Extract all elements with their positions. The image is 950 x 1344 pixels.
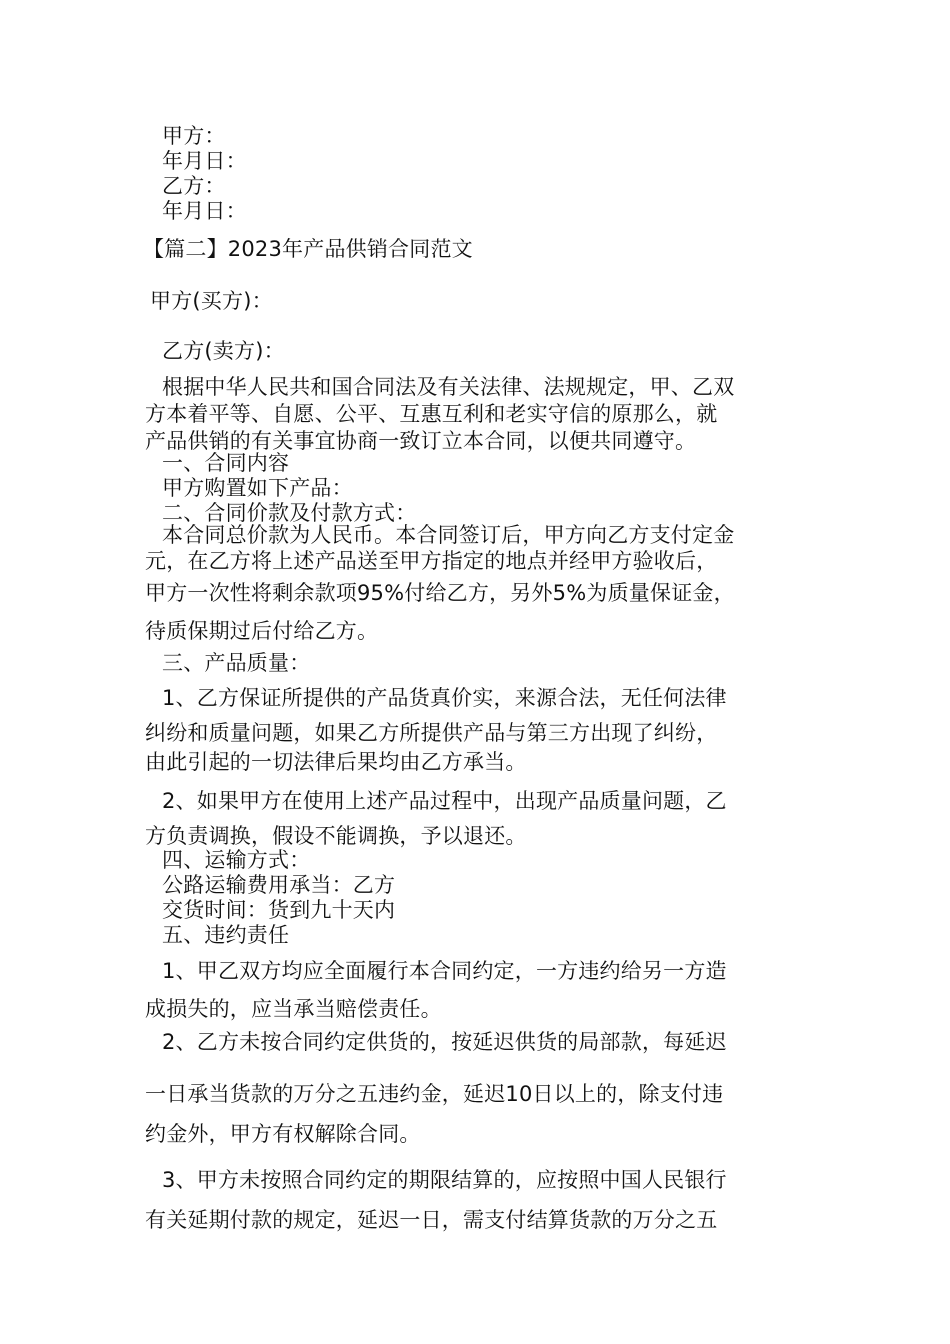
liability-line: 有关延期付款的规定，延迟一日，需支付结算货款的万分之五 (145, 1208, 718, 1232)
quality-line: 纠纷和质量问题，如果乙方所提供产品与第三方出现了纠纷， (145, 721, 718, 745)
payment-line: 元，在乙方将上述产品送至甲方指定的地点并经甲方验收后， (145, 549, 718, 573)
quality-paragraph-1 (145, 679, 810, 775)
payment-paragraph (145, 522, 810, 650)
sign-party-b: 乙方： (162, 174, 226, 198)
section-title: 【篇二】2023年产品供销合同范文 (143, 237, 473, 261)
liability-line: 成损失的，应当承当赔偿责任。 (145, 997, 442, 1021)
quality-line: 1、乙方保证所提供的产品货真价实，来源合法，无任何法律 (162, 686, 727, 710)
sign-party-a: 甲方： (162, 124, 226, 148)
intro-line: 根据中华人民共和国合同法及有关法律、法规规定，甲、乙双 (162, 375, 735, 399)
liability-line: 约金外，甲方有权解除合同。 (145, 1122, 421, 1146)
sign-date-a: 年月日： (162, 149, 247, 173)
purchase-text: 甲方购置如下产品： (162, 476, 353, 500)
heading-liability: 五、违约责任 (162, 923, 290, 947)
sign-date-b: 年月日： (162, 199, 247, 223)
heading-price-payment: 二、合同价款及付款方式： (162, 501, 417, 525)
heading-transport: 四、运输方式： (162, 848, 311, 872)
quality-line: 2、如果甲方在使用上述产品过程中，出现产品质量问题，乙 (162, 789, 727, 813)
transport-cost: 公路运输费用承当：乙方 (162, 873, 396, 897)
liability-line: 2、乙方未按合同约定供货的，按延迟供货的局部款，每延迟 (162, 1030, 727, 1054)
heading-quality: 三、产品质量： (162, 651, 311, 675)
intro-paragraph (145, 374, 810, 455)
delivery-time: 交货时间：货到九十天内 (162, 898, 396, 922)
buyer-label: 甲方(买方)： (150, 289, 273, 313)
liability-line: 1、甲乙双方均应全面履行本合同约定，一方违约给另一方造 (162, 959, 727, 983)
intro-line: 产品供销的有关事宜协商一致订立本合同，以便共同遵守。 (145, 429, 697, 453)
liability-paragraph-3 (145, 1160, 810, 1240)
intro-line: 方本着平等、自愿、公平、互惠互利和老实守信的原那么，就 (145, 402, 718, 426)
quality-line: 由此引起的一切法律后果均由乙方承当。 (145, 750, 527, 774)
liability-line: 一日承当货款的万分之五违约金，延迟10日以上的，除支付违 (145, 1082, 724, 1106)
liability-paragraph-2 (145, 1022, 810, 1154)
liability-line: 3、甲方未按照合同约定的期限结算的，应按照中国人民银行 (162, 1168, 727, 1192)
quality-line: 方负责调换，假设不能调换，予以退还。 (145, 824, 527, 848)
quality-paragraph-2 (145, 782, 810, 852)
payment-line: 本合同总价款为人民币。本合同签订后，甲方向乙方支付定金 (162, 523, 735, 547)
payment-line: 甲方一次性将剩余款项95%付给乙方，另外5%为质量保证金， (145, 581, 735, 605)
heading-contract-content: 一、合同内容 (162, 451, 290, 475)
seller-label: 乙方(卖方)： (162, 339, 285, 363)
payment-line: 待质保期过后付给乙方。 (145, 619, 379, 643)
liability-paragraph-1 (145, 952, 810, 1028)
